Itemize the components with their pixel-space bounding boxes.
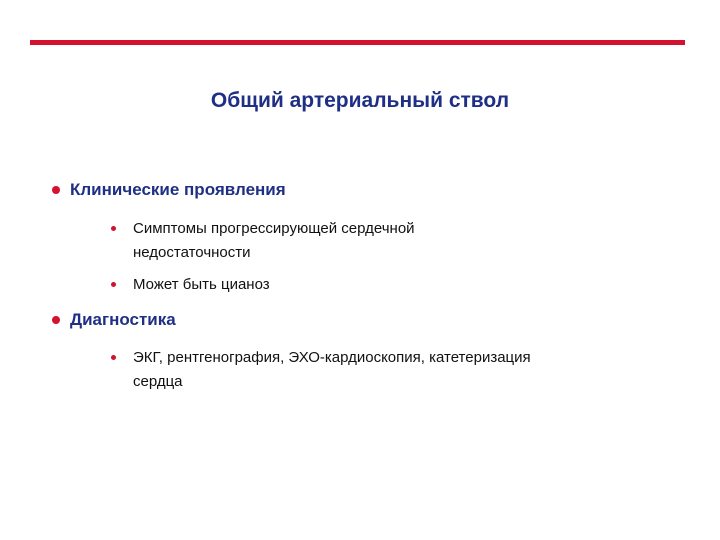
list-item [111,217,415,265]
list-item-line: Симптомы прогрессирующей сердечной [133,220,415,237]
list-item-text [133,273,270,297]
list-item-text [133,217,415,265]
bullet-dot-icon [111,282,116,287]
bullet-dot-icon [52,316,60,324]
list-item-line: недостаточности [133,244,251,261]
bullet-dot-icon [52,186,60,194]
bullet-dot-icon [111,355,116,360]
section-heading: Диагностика [70,310,176,329]
list-item [111,273,270,297]
bullet-dot-icon [111,226,116,231]
top-red-rule [30,40,685,45]
list-item-text [133,346,531,394]
bullet-diagnostics [52,309,176,331]
section-heading: Клинические проявления [70,180,286,199]
list-item [111,346,531,394]
list-item-line: Может быть цианоз [133,276,270,293]
list-item-line: сердца [133,373,183,390]
slide-title: Общий артериальный ствол [210,89,510,112]
list-item-line: ЭКГ, рентгенография, ЭХО-кардиоскопия, катетеризация [133,349,531,366]
bullet-clinical-manifestations [52,179,286,201]
